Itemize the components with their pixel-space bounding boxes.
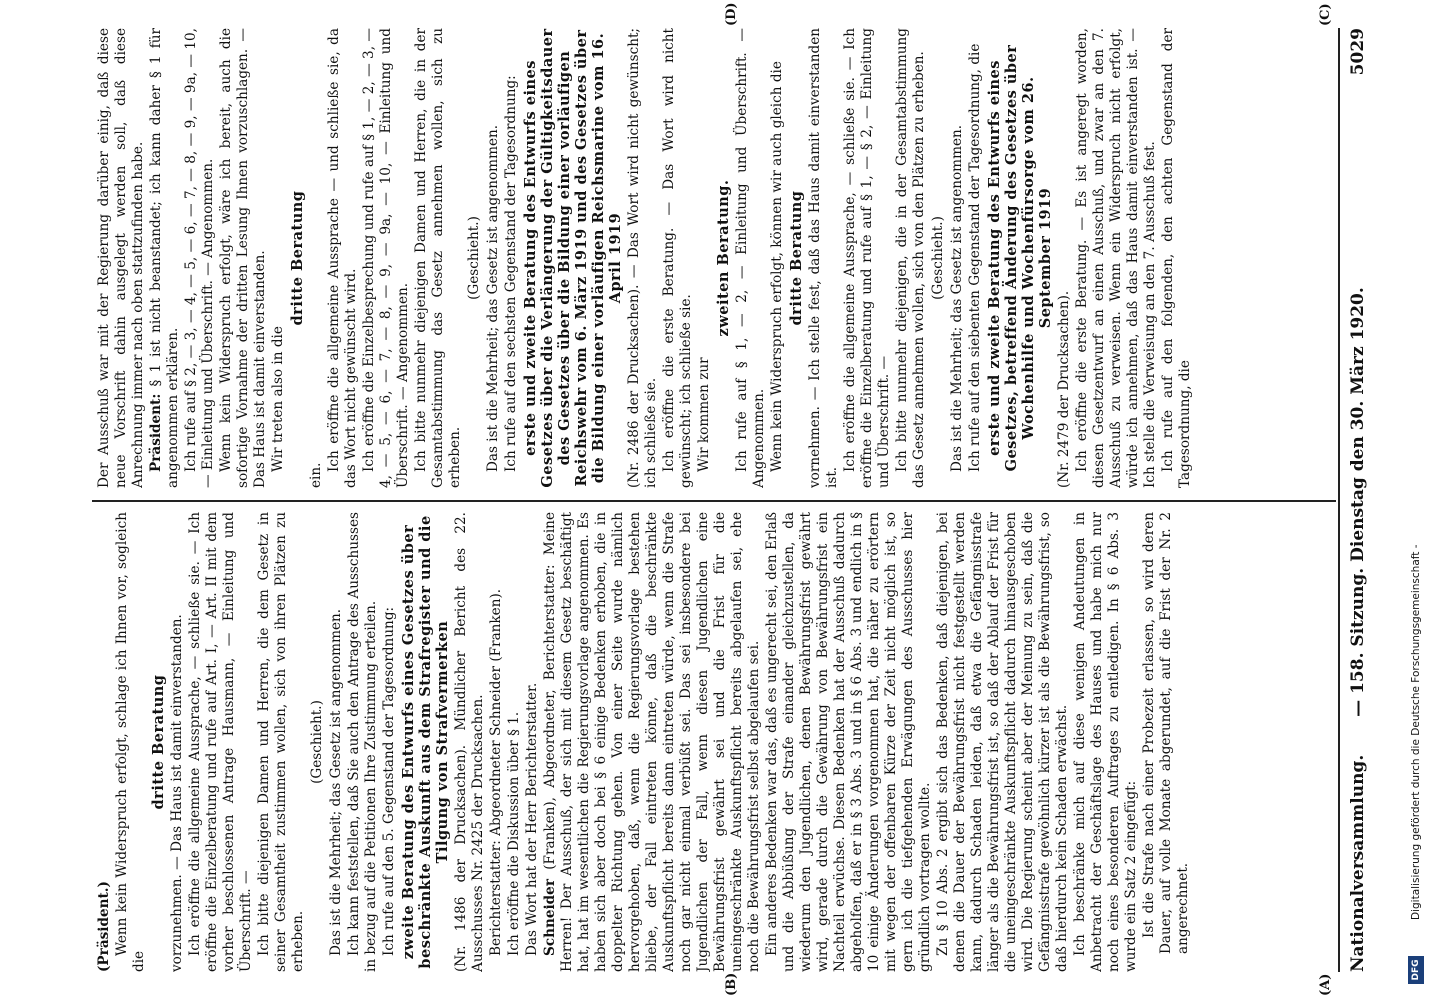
margin-marker-a: (A)	[1318, 973, 1333, 996]
section-heading: erste und zweite Beratung des Entwurfs eines Gesetzes über die Verlängerung der Gültigkeitsdauer des Gesetzes über die Bildung einer vorläufigen Reichswehr vom 6. März 1919 und des Gesetzes über die Bildung einer vorläufigen Reichsmarine vom 16. April 1919	[522, 28, 624, 488]
quoted-text: Ist die Strafe nach einer Probezeit erlassen, so wird deren Dauer, auf volle Monate abgerundet, auf die Frist der Nr. 2 angerechnet.	[1141, 512, 1191, 954]
header-rule	[1338, 28, 1340, 972]
paragraph: vornehmen. — Ich stelle fest, daß das Haus damit einverstanden ist.	[807, 28, 840, 488]
paragraph: Ich rufe auf § 1, — 2, — Einleitung und Überschrift. — Angenommen.	[734, 28, 767, 488]
stage-direction: (Geschieht.)	[466, 216, 482, 300]
paragraph: Ich bitte nunmehr diejenigen Damen und Herren, die in der Gesamtabstimmung das Gesetz annehmen wollen, sich zu erheben.	[413, 28, 463, 488]
paragraph: Berichterstatter: Abgeordneter Schneider (Franken).	[488, 588, 504, 956]
paragraph: Ich eröffne die Diskussion über § 1.	[506, 711, 522, 956]
section-heading: erste und zweite Beratung des Entwurfs eines Gesetzes, betreffend Änderung des Gesetzes über Wochenhilfe und Wochenfürsorge vom 26. September 1919	[986, 44, 1054, 472]
margin-marker-b: (B)	[724, 972, 739, 996]
paragraph: Ich kann feststellen, daß Sie auch den Antrage des Ausschusses in bezug auf die Petitionen Ihre Zustimmung erteilen.	[346, 512, 379, 972]
margin-marker-c: (C)	[1318, 3, 1333, 26]
paragraph: Ich beschränke mich auf diese wenigen Andeutungen in Anbetracht der Geschäftslage des Hauses und habe mich nur noch eines besonderen Auftrages zu entledigen. In § 6 Abs. 3 wurde ein Satz 2 eingefügt:	[1072, 512, 1139, 972]
paragraph: Das Wort hat der Herr Berichterstatter.	[524, 682, 540, 956]
paragraph: Ich eröffne die allgemeine Aussprache, — schließe sie. — Ich eröffne die Einzelberatung und rufe auf Art. I, — Art. II mit dem vorher beschlossenen Antrage Hausmann, — Einleitung und Überschrift. —	[187, 512, 254, 972]
paragraph: Ich rufe auf den sechsten Gegenstand der Tagesordnung:	[503, 75, 519, 472]
paragraph: Das ist die Mehrheit; das Gesetz ist angenommen.	[485, 124, 501, 472]
paragraph: Ich rufe auf den siebenten Gegenstand der Tagesordnung, die	[967, 43, 983, 472]
paragraph: Ich rufe auf den 5. Gegenstand der Tagesordnung:	[381, 606, 397, 956]
paragraph: Ich eröffne die erste Beratung. — Es ist angeregt worden, diesen Gesetzentwurf an einen Ausschuß, und zwar an den 7. Ausschuß zu verweisen. Wenn ein Widerspruch nicht erfolgt, würde ich annehmen, daß das Haus damit einverstanden ist. — Ich stelle die Verweisung an den 7. Ausschuß fest.	[1074, 28, 1158, 488]
paragraph: ein.	[308, 462, 324, 488]
header-center: — 158. Sitzung. Dienstag den 30. März 1920.	[1348, 287, 1368, 717]
stage-direction: (Geschieht.)	[930, 216, 946, 300]
paragraph: Ein anderes Bedenken war das, daß es ungerecht sei, den Erlaß und die Abbüßung der Strafe einander gleichzustellen, da wiederum den Jugendlichen, denen Bewährungsfrist gewährt wird, gerade durch die Gewährung von Bewährungsfrist ein Nachteil erwüchse. Diesen Bedenken hat der Ausschuß dadurch abgeholfen, daß er in § 3 Abs. 3 und in § 6 Abs. 3 und endlich in § 10 einige Änderungen vorgenommen hat, die näher zu erörtern mit wegen der offenbaren Kürze der Zeit nicht möglich ist, so gern ich die tiefgehenden Erwägungen des Ausschusses hier gründlich vortragen wollte.	[764, 512, 933, 972]
digitization-note: Digitalisierung gefördert durch die Deutsche Forschungsgemeinschaft -	[1410, 544, 1422, 920]
dfg-logo: DFG	[1408, 956, 1424, 984]
paragraph: Ich eröffne die allgemeine Aussprache — und schließe sie, da das Wort nicht gewünscht wird.	[326, 28, 359, 488]
paragraph: Wenn kein Widerspruch erfolgt, wäre ich bereit, auch die sofortige Vornahme der dritten Lesung Ihnen vorzuschlagen. — Das Haus ist damit einverstanden.	[218, 28, 268, 488]
left-column	[96, 512, 1334, 972]
paragraph: Der Ausschuß war mit der Regierung darüber einig, daß diese neue Vorschrift dahin ausgelegt werden soll, daß diese Anrechnung immer nach oben stattzufinden habe.	[96, 28, 146, 488]
paragraph: Wir kommen zur	[696, 357, 712, 472]
paragraph: Ich eröffne die Einzelbesprechung und rufe auf § 1, — 2, — 3, — 4, — 5, — 6, — 7, — 8, — 9, — 9a, — 10, — Einleitung und Überschrift. — Angenommen.	[361, 28, 411, 488]
paragraph: Ich bitte diejenigen Damen und Herren, die dem Gesetz in seiner Gesamtheit zustimmen wollen, sich von ihren Plätzen zu erheben.	[256, 512, 306, 972]
paragraph: (Nr. 2486 der Drucksachen). — Das Wort wird nicht gewünscht; ich schließe sie.	[626, 28, 659, 488]
speaker-name: Präsident:	[148, 393, 164, 472]
speaker-name: Schneider	[542, 879, 558, 956]
paragraph: Zu § 10 Abs. 2 ergibt sich das Bedenken, daß diejenigen, bei denen die Dauer der Bewährungsfrist nicht festgestellt werden kann, dadurch Schaden leiden, daß etwa die Gefängnisstrafe länger als die Bewährungsfrist ist, so daß der Ablauf der Frist für die uneingeschränkte Auskunftspflicht dadurch hinausgeschoben wird. Die Regierung scheint aber der Meinung zu sein, daß die Gefängnisstrafe gewöhnlich kürzer ist als die Bewährungsfrist, so daß hierdurch kein Schaden erwächst.	[935, 512, 1070, 972]
section-heading: zweite Beratung des Entwurfs eines Gesetzes über beschränkte Auskunft aus dem Strafregister und die Tilgung von Strafvermerken	[400, 515, 451, 969]
page-number: 5029	[1348, 28, 1368, 76]
speech-text: (Franken), Abgeordneter, Berichterstatter: Meine Herren! Der Ausschuß, der sich mit diesem Gesetz beschäftigt hat, hat im wesentlichen die Regierungsvorlage angenommen. Es haben sich aber doch bei § 6 einige Bedenken erhoben, die in doppelter Richtung gehen. Von einer Seite wurde nämlich hervorgehoben, daß, wenn die Regierungsvorlage bestehen bliebe, der Fall eintreten könne, daß die beschränkte Auskunftspflicht bereits dann eintreten würde, wenn die Strafe noch gar nicht einmal verbüßt sei. Das sei insbesondere bei Jugendlichen der Fall, wenn diesen Jugendlichen eine Bewährungsfrist gewährt sei und die Frist für die uneingeschränkte Auskunftspflicht bereits abgelaufen sei, ehe noch die Bewährungsfrist selbst abgelaufen sei.	[542, 512, 762, 972]
running-header	[1348, 28, 1374, 972]
paragraph: Wenn kein Widerspruch erfolgt, schlage ich Ihnen vor, sogleich die	[114, 512, 147, 972]
section-heading: zweiten Beratung.	[715, 179, 732, 337]
paragraph: vorzunehmen. — Das Haus ist damit einverstanden.	[169, 614, 185, 972]
section-heading: dritte Beratung	[788, 190, 805, 326]
paragraph: Das ist die Mehrheit; das Gesetz ist angenommen.	[949, 124, 965, 472]
paragraph: Ich bitte nunmehr diejenigen, die in der Gesamtabstimmung das Gesetz annehmen wollen, sich von den Plätzen zu erheben.	[894, 28, 927, 488]
speech-paragraph	[148, 28, 182, 488]
right-column	[96, 28, 1334, 488]
speech-text: § 1 ist nicht beanstandet; ich kann daher § 1 für angenommen erklären.	[148, 28, 181, 488]
paragraph: (Nr. 1486 der Drucksachen). Mündlicher Bericht des 22. Ausschusses Nr. 2425 der Drucksachen.	[453, 512, 486, 972]
section-heading: dritte Beratung	[150, 674, 167, 810]
column-divider	[92, 500, 1336, 502]
paragraph: Ich eröffne die erste Beratung. — Das Wort wird nicht gewünscht; ich schließe sie.	[661, 28, 694, 488]
stage-direction: (Geschieht.)	[309, 700, 325, 784]
section-heading: dritte Beratung	[289, 190, 306, 326]
paragraph: Ich eröffne die allgemeine Aussprache, — schließe sie. — Ich eröffne die Einzelberatung und rufe auf § 1, — § 2, — Einleitung und Überschrift. —	[842, 28, 892, 488]
paragraph: Ich rufe auf den folgenden, den achten Gegenstand der Tagesordnung, die	[1160, 28, 1193, 488]
speech-paragraph	[542, 512, 763, 972]
speaker-label: (Präsident.)	[96, 881, 112, 972]
paragraph: Ich rufe auf § 2, — 3, — 4, — 5, — 6, — 7, — 8, — 9, — 9a, — 10, — Einleitung und Überschrift. — Angenommen.	[183, 28, 216, 488]
paragraph: Das ist die Mehrheit; das Gesetz ist angenommen.	[328, 608, 344, 956]
paragraph: (Nr. 2479 der Drucksachen).	[1056, 290, 1072, 488]
margin-marker-d: (D)	[724, 2, 739, 26]
paragraph: Wir treten also in die	[270, 326, 286, 472]
header-left: Nationalversammlung.	[1348, 754, 1368, 972]
paragraph: Wenn kein Widerspruch erfolgt, können wir auch gleich die	[769, 61, 785, 472]
